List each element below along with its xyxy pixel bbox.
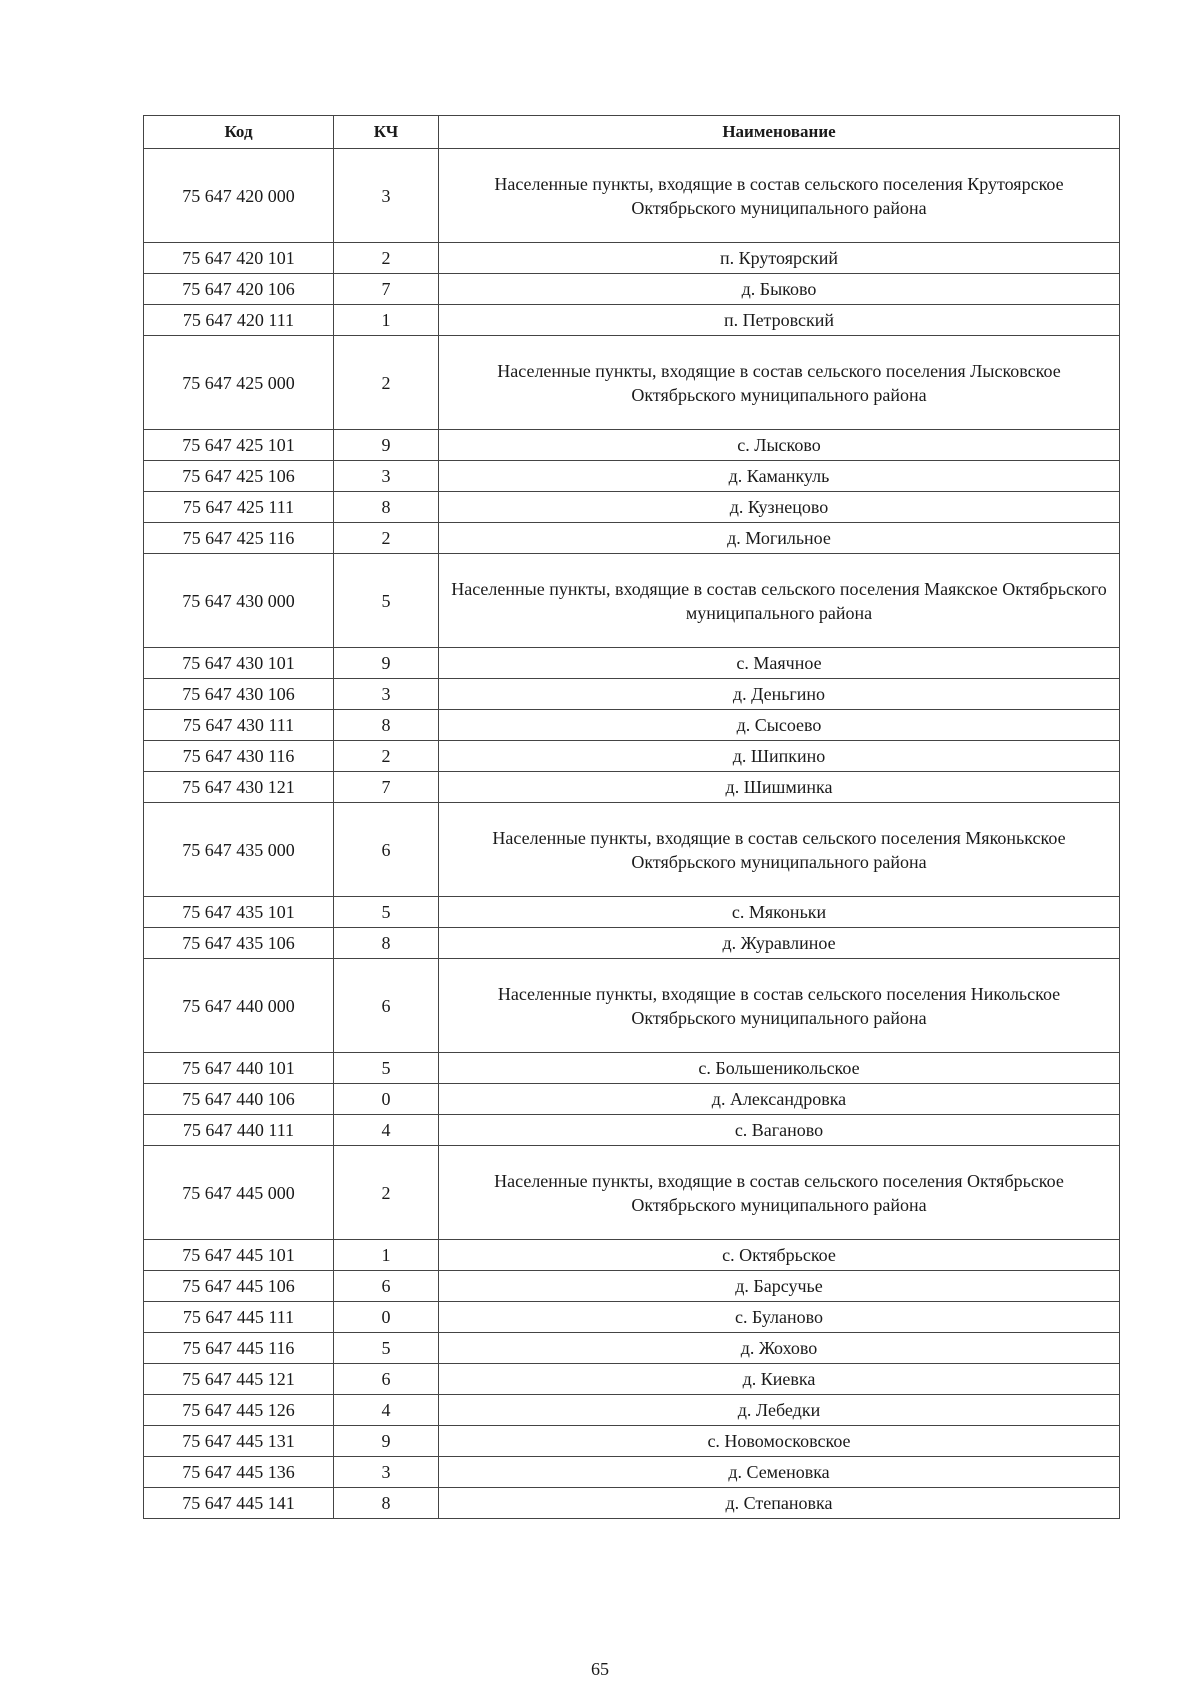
header-kch: КЧ [334, 116, 439, 149]
cell-kch: 3 [334, 149, 439, 243]
table-row [144, 1488, 1120, 1519]
cell-kch: 4 [334, 1115, 439, 1146]
cell-kod: 75 647 445 121 [144, 1364, 334, 1395]
table-row-group [144, 336, 1120, 430]
cell-name: с. Маячное [439, 648, 1120, 679]
table-row-group [144, 149, 1120, 243]
cell-kod: 75 647 435 000 [144, 803, 334, 897]
cell-kod: 75 647 425 116 [144, 523, 334, 554]
cell-kod: 75 647 430 121 [144, 772, 334, 803]
table-row [144, 1302, 1120, 1333]
cell-kod: 75 647 420 101 [144, 243, 334, 274]
table-row [144, 710, 1120, 741]
table-row [144, 1426, 1120, 1457]
cell-kod: 75 647 445 141 [144, 1488, 334, 1519]
table-row-group [144, 803, 1120, 897]
table-row [144, 1240, 1120, 1271]
table-row [144, 648, 1120, 679]
cell-name: Населенные пункты, входящие в состав сельского поселения Никольское Октябрьского муниципального района [439, 959, 1120, 1053]
cell-kch: 0 [334, 1084, 439, 1115]
cell-name: д. Барсучье [439, 1271, 1120, 1302]
cell-kch: 6 [334, 1271, 439, 1302]
cell-name: д. Александровка [439, 1084, 1120, 1115]
cell-kch: 9 [334, 648, 439, 679]
header-row [144, 116, 1120, 149]
table-row [144, 1395, 1120, 1426]
cell-kod: 75 647 430 111 [144, 710, 334, 741]
cell-name: с. Октябрьское [439, 1240, 1120, 1271]
table-row [144, 1271, 1120, 1302]
cell-kch: 2 [334, 336, 439, 430]
cell-name: Населенные пункты, входящие в состав сельского поселения Мяконькское Октябрьского муниципального района [439, 803, 1120, 897]
cell-kod: 75 647 440 101 [144, 1053, 334, 1084]
cell-kch: 2 [334, 243, 439, 274]
table-row [144, 523, 1120, 554]
cell-name: д. Шишминка [439, 772, 1120, 803]
cell-name: д. Журавлиное [439, 928, 1120, 959]
cell-kod: 75 647 445 106 [144, 1271, 334, 1302]
cell-kod: 75 647 430 101 [144, 648, 334, 679]
table-row-group [144, 554, 1120, 648]
cell-kod: 75 647 440 106 [144, 1084, 334, 1115]
cell-name: с. Новомосковское [439, 1426, 1120, 1457]
header-name: Наименование [439, 116, 1120, 149]
cell-kod: 75 647 445 116 [144, 1333, 334, 1364]
cell-kod: 75 647 445 111 [144, 1302, 334, 1333]
cell-kod: 75 647 435 101 [144, 897, 334, 928]
cell-name: д. Сысоево [439, 710, 1120, 741]
cell-kod: 75 647 445 131 [144, 1426, 334, 1457]
cell-name: д. Степановка [439, 1488, 1120, 1519]
table-body [144, 149, 1120, 1519]
cell-kch: 6 [334, 803, 439, 897]
cell-kch: 6 [334, 959, 439, 1053]
cell-name: Населенные пункты, входящие в состав сельского поселения Лысковское Октябрьского муниципального района [439, 336, 1120, 430]
table-row [144, 492, 1120, 523]
cell-name: д. Жохово [439, 1333, 1120, 1364]
cell-kod: 75 647 445 000 [144, 1146, 334, 1240]
cell-name: д. Кузнецово [439, 492, 1120, 523]
cell-name: д. Киевка [439, 1364, 1120, 1395]
cell-kod: 75 647 425 106 [144, 461, 334, 492]
cell-kch: 8 [334, 1488, 439, 1519]
cell-name: д. Быково [439, 274, 1120, 305]
cell-kod: 75 647 445 126 [144, 1395, 334, 1426]
table-row [144, 679, 1120, 710]
header-kod: Код [144, 116, 334, 149]
cell-name: Населенные пункты, входящие в состав сельского поселения Октябрьское Октябрьского муниципального района [439, 1146, 1120, 1240]
cell-kod: 75 647 425 101 [144, 430, 334, 461]
cell-kch: 8 [334, 710, 439, 741]
table-row [144, 741, 1120, 772]
table-header [144, 116, 1120, 149]
cell-kod: 75 647 430 000 [144, 554, 334, 648]
cell-kch: 6 [334, 1364, 439, 1395]
okato-table [143, 115, 1120, 1519]
cell-kod: 75 647 425 111 [144, 492, 334, 523]
cell-name: с. Лысково [439, 430, 1120, 461]
cell-kod: 75 647 445 101 [144, 1240, 334, 1271]
cell-name: д. Семеновка [439, 1457, 1120, 1488]
cell-kch: 5 [334, 897, 439, 928]
cell-name: д. Каманкуль [439, 461, 1120, 492]
cell-name: д. Деньгино [439, 679, 1120, 710]
cell-kch: 5 [334, 1333, 439, 1364]
table-row [144, 1084, 1120, 1115]
cell-name: с. Мяконьки [439, 897, 1120, 928]
cell-kch: 2 [334, 1146, 439, 1240]
cell-name: д. Лебедки [439, 1395, 1120, 1426]
cell-kch: 4 [334, 1395, 439, 1426]
cell-kch: 8 [334, 928, 439, 959]
cell-kch: 2 [334, 523, 439, 554]
cell-kch: 3 [334, 679, 439, 710]
table-row [144, 305, 1120, 336]
cell-kch: 0 [334, 1302, 439, 1333]
cell-name: Населенные пункты, входящие в состав сельского поселения Маякское Октябрьского муниципального района [439, 554, 1120, 648]
cell-kod: 75 647 430 106 [144, 679, 334, 710]
table-row-group [144, 959, 1120, 1053]
cell-kch: 5 [334, 554, 439, 648]
table-row [144, 1053, 1120, 1084]
table-row [144, 461, 1120, 492]
table-row [144, 1364, 1120, 1395]
cell-name: с. Большеникольское [439, 1053, 1120, 1084]
cell-kch: 3 [334, 1457, 439, 1488]
table-row [144, 243, 1120, 274]
table-row [144, 430, 1120, 461]
cell-kch: 5 [334, 1053, 439, 1084]
cell-kod: 75 647 435 106 [144, 928, 334, 959]
table-row [144, 1333, 1120, 1364]
cell-kod: 75 647 420 106 [144, 274, 334, 305]
cell-kod: 75 647 440 111 [144, 1115, 334, 1146]
cell-kod: 75 647 440 000 [144, 959, 334, 1053]
cell-name: д. Могильное [439, 523, 1120, 554]
cell-kch: 1 [334, 305, 439, 336]
cell-name: п. Петровский [439, 305, 1120, 336]
table-row [144, 897, 1120, 928]
cell-kch: 8 [334, 492, 439, 523]
cell-kch: 9 [334, 430, 439, 461]
cell-kod: 75 647 430 116 [144, 741, 334, 772]
cell-kod: 75 647 420 111 [144, 305, 334, 336]
table-row [144, 928, 1120, 959]
cell-name: с. Ваганово [439, 1115, 1120, 1146]
cell-kch: 7 [334, 274, 439, 305]
cell-name: с. Буланово [439, 1302, 1120, 1333]
cell-kch: 9 [334, 1426, 439, 1457]
cell-kod: 75 647 445 136 [144, 1457, 334, 1488]
cell-kod: 75 647 425 000 [144, 336, 334, 430]
table-row [144, 772, 1120, 803]
cell-kch: 7 [334, 772, 439, 803]
table-row [144, 274, 1120, 305]
page-number: 65 [591, 1659, 609, 1679]
cell-kch: 2 [334, 741, 439, 772]
table-row [144, 1115, 1120, 1146]
cell-kch: 1 [334, 1240, 439, 1271]
cell-name: п. Крутоярский [439, 243, 1120, 274]
table-row-group [144, 1146, 1120, 1240]
cell-name: Населенные пункты, входящие в состав сельского поселения Крутоярское Октябрьского муниципального района [439, 149, 1120, 243]
table-row [144, 1457, 1120, 1488]
cell-kch: 3 [334, 461, 439, 492]
cell-kod: 75 647 420 000 [144, 149, 334, 243]
cell-name: д. Шипкино [439, 741, 1120, 772]
